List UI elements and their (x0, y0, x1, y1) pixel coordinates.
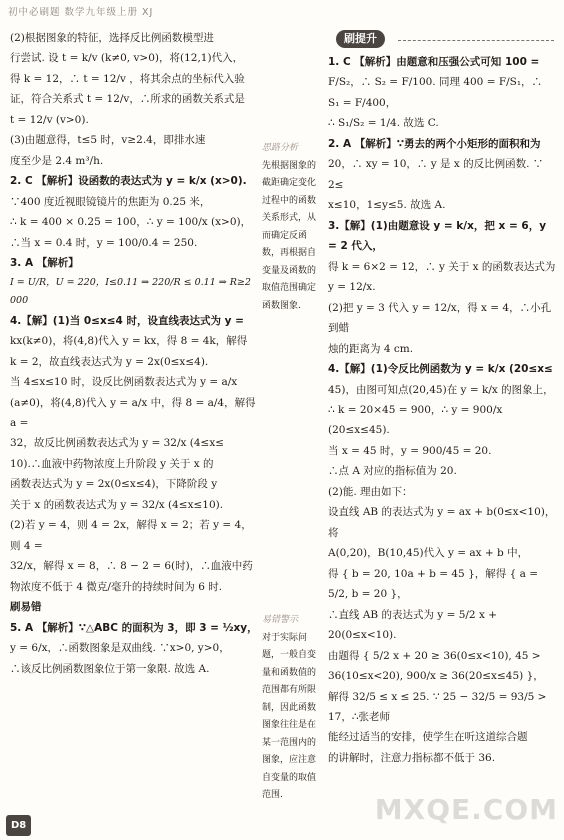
text-line: (2)根据图象的特征，选择反比例函数模型进 (10, 32, 214, 44)
section-badge: 刷提升 (336, 30, 385, 48)
note-body: 对于实际问题，一般自变量和函数值的范围都有所限制，因此函数图象往往是在某一范围内的图象，应注意自变量的取值范围. (262, 632, 317, 801)
text-line: 能经过适当的安排，使学生在听这道综合题 (328, 731, 528, 744)
text-line: 当 4≤x≤10 时，设反比例函数表达式为 y = a/x (10, 376, 238, 389)
text-line: 解得 32/5 ≤ x ≤ 25. ∵ 25 − 32/5 = 93/5 > 17，∴张老师 (328, 690, 547, 723)
note-title: 思路分析 (262, 143, 299, 153)
formula-line: I = U/R，U = 220，I≤0.11 ⇒ 220/R ≤ 0.11 ⇒ R≥2 000 (10, 276, 251, 307)
left-column (10, 28, 260, 679)
section-mistakes: 刷易错 (10, 601, 42, 614)
text-line: 物浓度不低于 4 微克/毫升的持续时间为 6 时. (10, 580, 223, 593)
text-line: (3)由题意得，t≤5 时，v≥2.4，即排水速 (10, 134, 206, 147)
text-line: ∴直线 AB 的表达式为 y = 5/2 x + 20(0≤x<10). (328, 608, 498, 642)
text-line: (2)若 y = 4，则 4 = 2x，解得 x = 2；若 y = 4，则 4 = (10, 519, 252, 552)
text-line: ∴该反比例函数图象位于第一象限. 故选 A. (10, 662, 210, 675)
answer-5: 5. A 【解析】∵△ABC 的面积为 3，即 3 = ½xy， (10, 621, 258, 634)
text-line: 10).∴血液中药物浓度上升阶段 y 关于 x 的 (10, 457, 214, 470)
text-line: 的讲解时，注意力指标都不低于 36. (328, 751, 496, 764)
right-column (328, 52, 556, 768)
text-line: t = 12/v (v>0). (10, 113, 89, 126)
answer-3: 3.【解】(1)由题意设 y = k/x，把 x = 6，y = 2 代入， (328, 219, 547, 253)
note-thinking (262, 140, 324, 315)
note-title: 易错警示 (262, 615, 299, 625)
answer-4: 4.【解】(1)令反比例函数为 y = k/x (20≤x≤ (328, 363, 553, 376)
text-line: ∴当 x = 0.4 时，y = 100/0.4 = 250. (10, 236, 198, 249)
text-line: 证，符合关系式 t = 12/v，∴所求的函数关系式是 (10, 93, 245, 106)
answer-4: 4.【解】(1)当 0≤x≤4 时，设直线表达式为 y = (10, 314, 244, 327)
watermark: MXQE.COM (374, 793, 558, 827)
text-line: 得 { b = 20, 10a + b = 45 }，解得 { a = 5/2, b = 20 }， (328, 567, 539, 601)
text-line: (2)把 y = 3 代入 y = 12/x，得 x = 4，∴小孔到蜡 (328, 301, 552, 335)
page-number: D8 (6, 815, 31, 837)
section-divider (398, 40, 554, 41)
text-line: 烛的距离为 4 cm. (328, 342, 414, 355)
text-line: ∴ k = 400 × 0.25 = 100，∴ y = 100/x (x>0)， (10, 216, 252, 229)
text-line: (2)能. 理由如下： (328, 485, 413, 498)
text-line: 度至少是 2.4 m³/h. (10, 154, 104, 167)
text-line: ∴ S₁/S₂ = 1/4. 故选 C. (328, 117, 439, 130)
text-line: 20，∴ xy = 10，∴ y 是 x 的反比例函数. ∵ 2≤ (328, 158, 544, 191)
text-line: y = 6/x，∴函数图象是双曲线. ∵x>0, y>0， (10, 642, 230, 655)
text-line: 由题得 { 5/2 x + 20 ≥ 36(0≤x<10), 45 > 36(10≤x<20), 900/x ≥ 36(20≤x≤45) }， (328, 649, 544, 683)
answer-3: 3. A 【解析】 (10, 257, 79, 270)
text-line: 设直线 AB 的表达式为 y = ax + b(0≤x<10)，将 (328, 506, 556, 539)
text-line: 得 k = 12，∴ t = 12/v ，将其余点的坐标代入验 (10, 72, 245, 85)
text-line: x≤10，1≤y≤5. 故选 A. (328, 199, 446, 212)
text-line: 当 x = 45 时，y = 900/45 = 20. (328, 444, 492, 457)
page-header: 初中必刷题 数学九年级上册 XJ (8, 7, 154, 18)
note-body: 先根据图象的截距确定变化过程中的函数关系形式，从而确定反函数，再根据自变量及函数的取值范围确定函数图象. (262, 160, 317, 311)
text-line: k = 2，故直线表达式为 y = 2x(0≤x≤4). (10, 355, 209, 368)
answer-1: 1. C 【解析】由题意和压强公式可知 100 = (328, 56, 540, 68)
text-line: 32/x，解得 x = 8，∴ 8 − 2 = 6(时)，∴血液中药 (10, 560, 253, 573)
text-line: 32，故反比例函数表达式为 y = 32/x (4≤x≤ (10, 437, 225, 450)
text-line: ∵400 度近视眼镜镜片的焦距为 0.25 米， (10, 195, 211, 208)
text-line: (a≠0)，将(4,8)代入 y = a/x 中，得 8 = a/4，解得 a = (10, 396, 256, 429)
text-line: 得 k = 6×2 = 12，∴ y 关于 x 的函数表达式为 (328, 260, 556, 273)
text-line: kx(k≠0)，将(4,8)代入 y = kx，得 8 = 4k，解得 (10, 335, 248, 348)
text-line: ∴点 A 对应的指标值为 20. (328, 465, 457, 478)
text-line: y = 12/x. (328, 281, 376, 294)
text-line: F/S₂，∴ S₂ = F/100. 同理 400 = F/S₁，∴ S₁ = F/400， (328, 76, 543, 109)
text-line: 行尝试. 设 t = k/v (k≠0, v>0)，将(12,1)代入， (10, 52, 244, 65)
answer-2: 2. A 【解析】∵勇去的两个小矩形的面积和为 (328, 137, 541, 150)
text-line: 函数表达式为 y = 2x(0≤x≤4)，下降阶段 y (10, 478, 218, 491)
answer-2: 2. C 【解析】设函数的表达式为 y = k/x (x>0). (10, 175, 247, 188)
text-line: 关于 x 的函数表达式为 y = 32/x (4≤x≤10). (10, 498, 224, 511)
note-mistake-warning (262, 612, 324, 805)
text-line: 45)，由图可知点(20,45)在 y = k/x 的图象上， (328, 383, 554, 396)
text-line: A(0,20)，B(10,45)代入 y = ax + b 中， (328, 547, 529, 560)
text-line: ∴ k = 20×45 = 900，∴ y = 900/x (20≤x≤45). (328, 403, 503, 437)
